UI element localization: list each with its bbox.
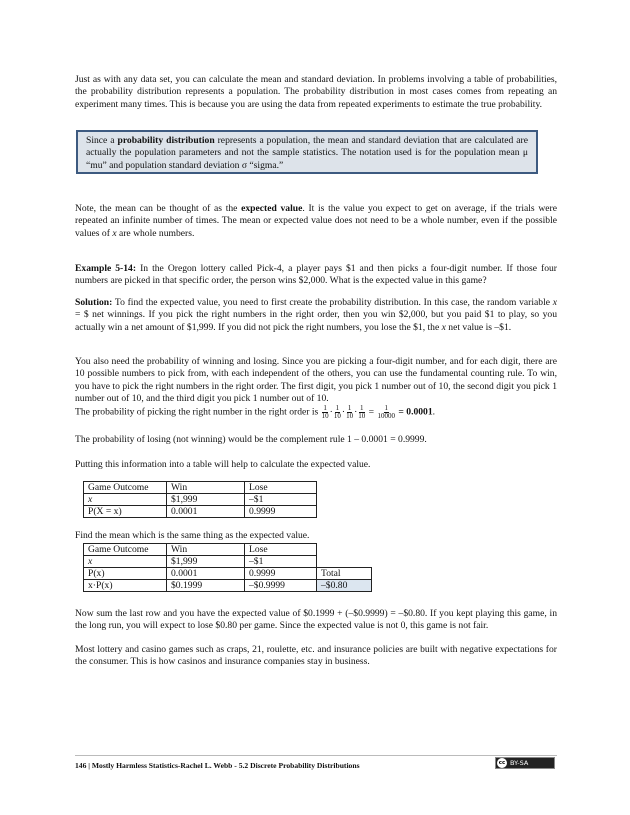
table-row: x $1,999 –$1 [84,494,317,506]
result-fraction: $\frac{1}{10000}$ [377,404,395,420]
probability-table [83,481,317,518]
table-row: x $1,999 –$1 [84,556,372,568]
fraction: $\frac{1}{10}$ [358,404,366,420]
callout-text-end: represents a population, the mean and standard deviation that are calculated are actually the population parameters and not the sample statistics. The notation used is for the population mean μ “mu” and population standard deviation σ “sigma.” [86,135,528,171]
table-row: P(x) 0.0001 0.9999 Total [84,568,372,580]
license-text: BY-SA [510,758,529,767]
callout-text: Since a [86,135,118,146]
casino-paragraph: Most lottery and casino games such as craps, 21, roulette, etc. and insurance policies are built with negative expectations for the consumer. This is how casinos and insurance companies stay in business. [75,644,557,668]
table-row: x·P(x) $0.1999 –$0.9999 –$0.80 [84,580,372,592]
cc-license-badge[interactable] [495,757,555,769]
table-row: P(X = x) 0.0001 0.9999 [84,506,317,518]
page-footer: 146 | Mostly Harmless Statistics-Rachel L. Webb - 5.2 Discrete Probability Distributions [75,761,360,770]
callout-bold-term: probability distribution [117,135,215,146]
probability-result: = 0.0001 [398,406,433,418]
sum-paragraph: Now sum the last row and you have the expected value of $0.1999 + (–$0.9999) = –$0.80. If you kept playing this game, in the long run, you will expect to lose $0.80 per game. Since the expected value is not 0, this game is not fair. [75,608,557,632]
table-row: Game Outcome Win Lose [84,544,372,556]
expected-value-table [83,543,372,592]
footer-rule [75,755,557,756]
fraction: $\frac{1}{10}$ [333,404,341,420]
creative-commons-icon: cc [497,758,507,768]
callout-box [76,130,538,174]
total-value: –$0.80 [317,580,372,592]
example-paragraph: Example 5-14: In the Oregon lottery called Pick-4, a player pays $1 and then picks a four-digit number. If those four numbers are picked in that specific order, the person wins $2,000. What is the expected value in this game? [75,263,557,287]
probability-equation-line: The probability of picking the right number in the right order is $\frac{1}{10}$ · $\frac{1}{10}$ · $\frac{1}{10}$ · $\frac{1}{10}$ = $\frac{1}{10000}$ = 0.0001. [75,404,436,420]
solution-paragraph: Solution: To find the expected value, you need to first create the probability distribution. In this case, the random variable x = $ net winnings. If you pick the right numbers in the right order, then you win $2,000, but you paid $1 to play, so you actually win a net amount of $1,999. If you did not pick the right numbers, you lose the $1, the x net value is –$1. [75,297,557,333]
probability-paragraph: You also need the probability of winning and losing. Since you are picking a four-digit number, and for each digit, there are 10 possible numbers to pick from, with each independent of the others, you can use the fundamental counting rule. To win, you have to pick the right numbers in the right order. The first digit, you pick 1 number out of 10, the second digit you pick 1 number out of 10, and the third digit you pick 1 number out of 10. [75,356,557,405]
example-label: Example 5-14: [75,263,137,274]
fraction: $\frac{1}{10}$ [346,404,354,420]
solution-label: Solution: [75,297,113,308]
putting-paragraph: Putting this information into a table will help to calculate the expected value. [75,459,371,470]
fraction: $\frac{1}{10}$ [321,404,329,420]
total-label: Total [317,568,372,580]
table-row: Game Outcome Win Lose [84,482,317,494]
expected-value-term: expected value [241,203,303,214]
expected-value-note: Note, the mean can be thought of as the expected value. It is the value you expect to get on average, if the trials were repeated an infinite number of times. The mean or expected value does not need to be a whole number, even if the possible values of x are whole numbers. [75,203,557,239]
losing-paragraph: The probability of losing (not winning) would be the complement rule 1 – 0.0001 = 0.9999. [75,434,427,445]
intro-paragraph: Just as with any data set, you can calculate the mean and standard deviation. In problems involving a table of probabilities, the probability distribution represents a population. The probability distribution in most cases comes from repeating an experiment many times. This is because you are using the data from repeated experiments to estimate the true probability. [75,74,557,110]
find-mean-line: Find the mean which is the same thing as the expected value. [75,530,310,541]
